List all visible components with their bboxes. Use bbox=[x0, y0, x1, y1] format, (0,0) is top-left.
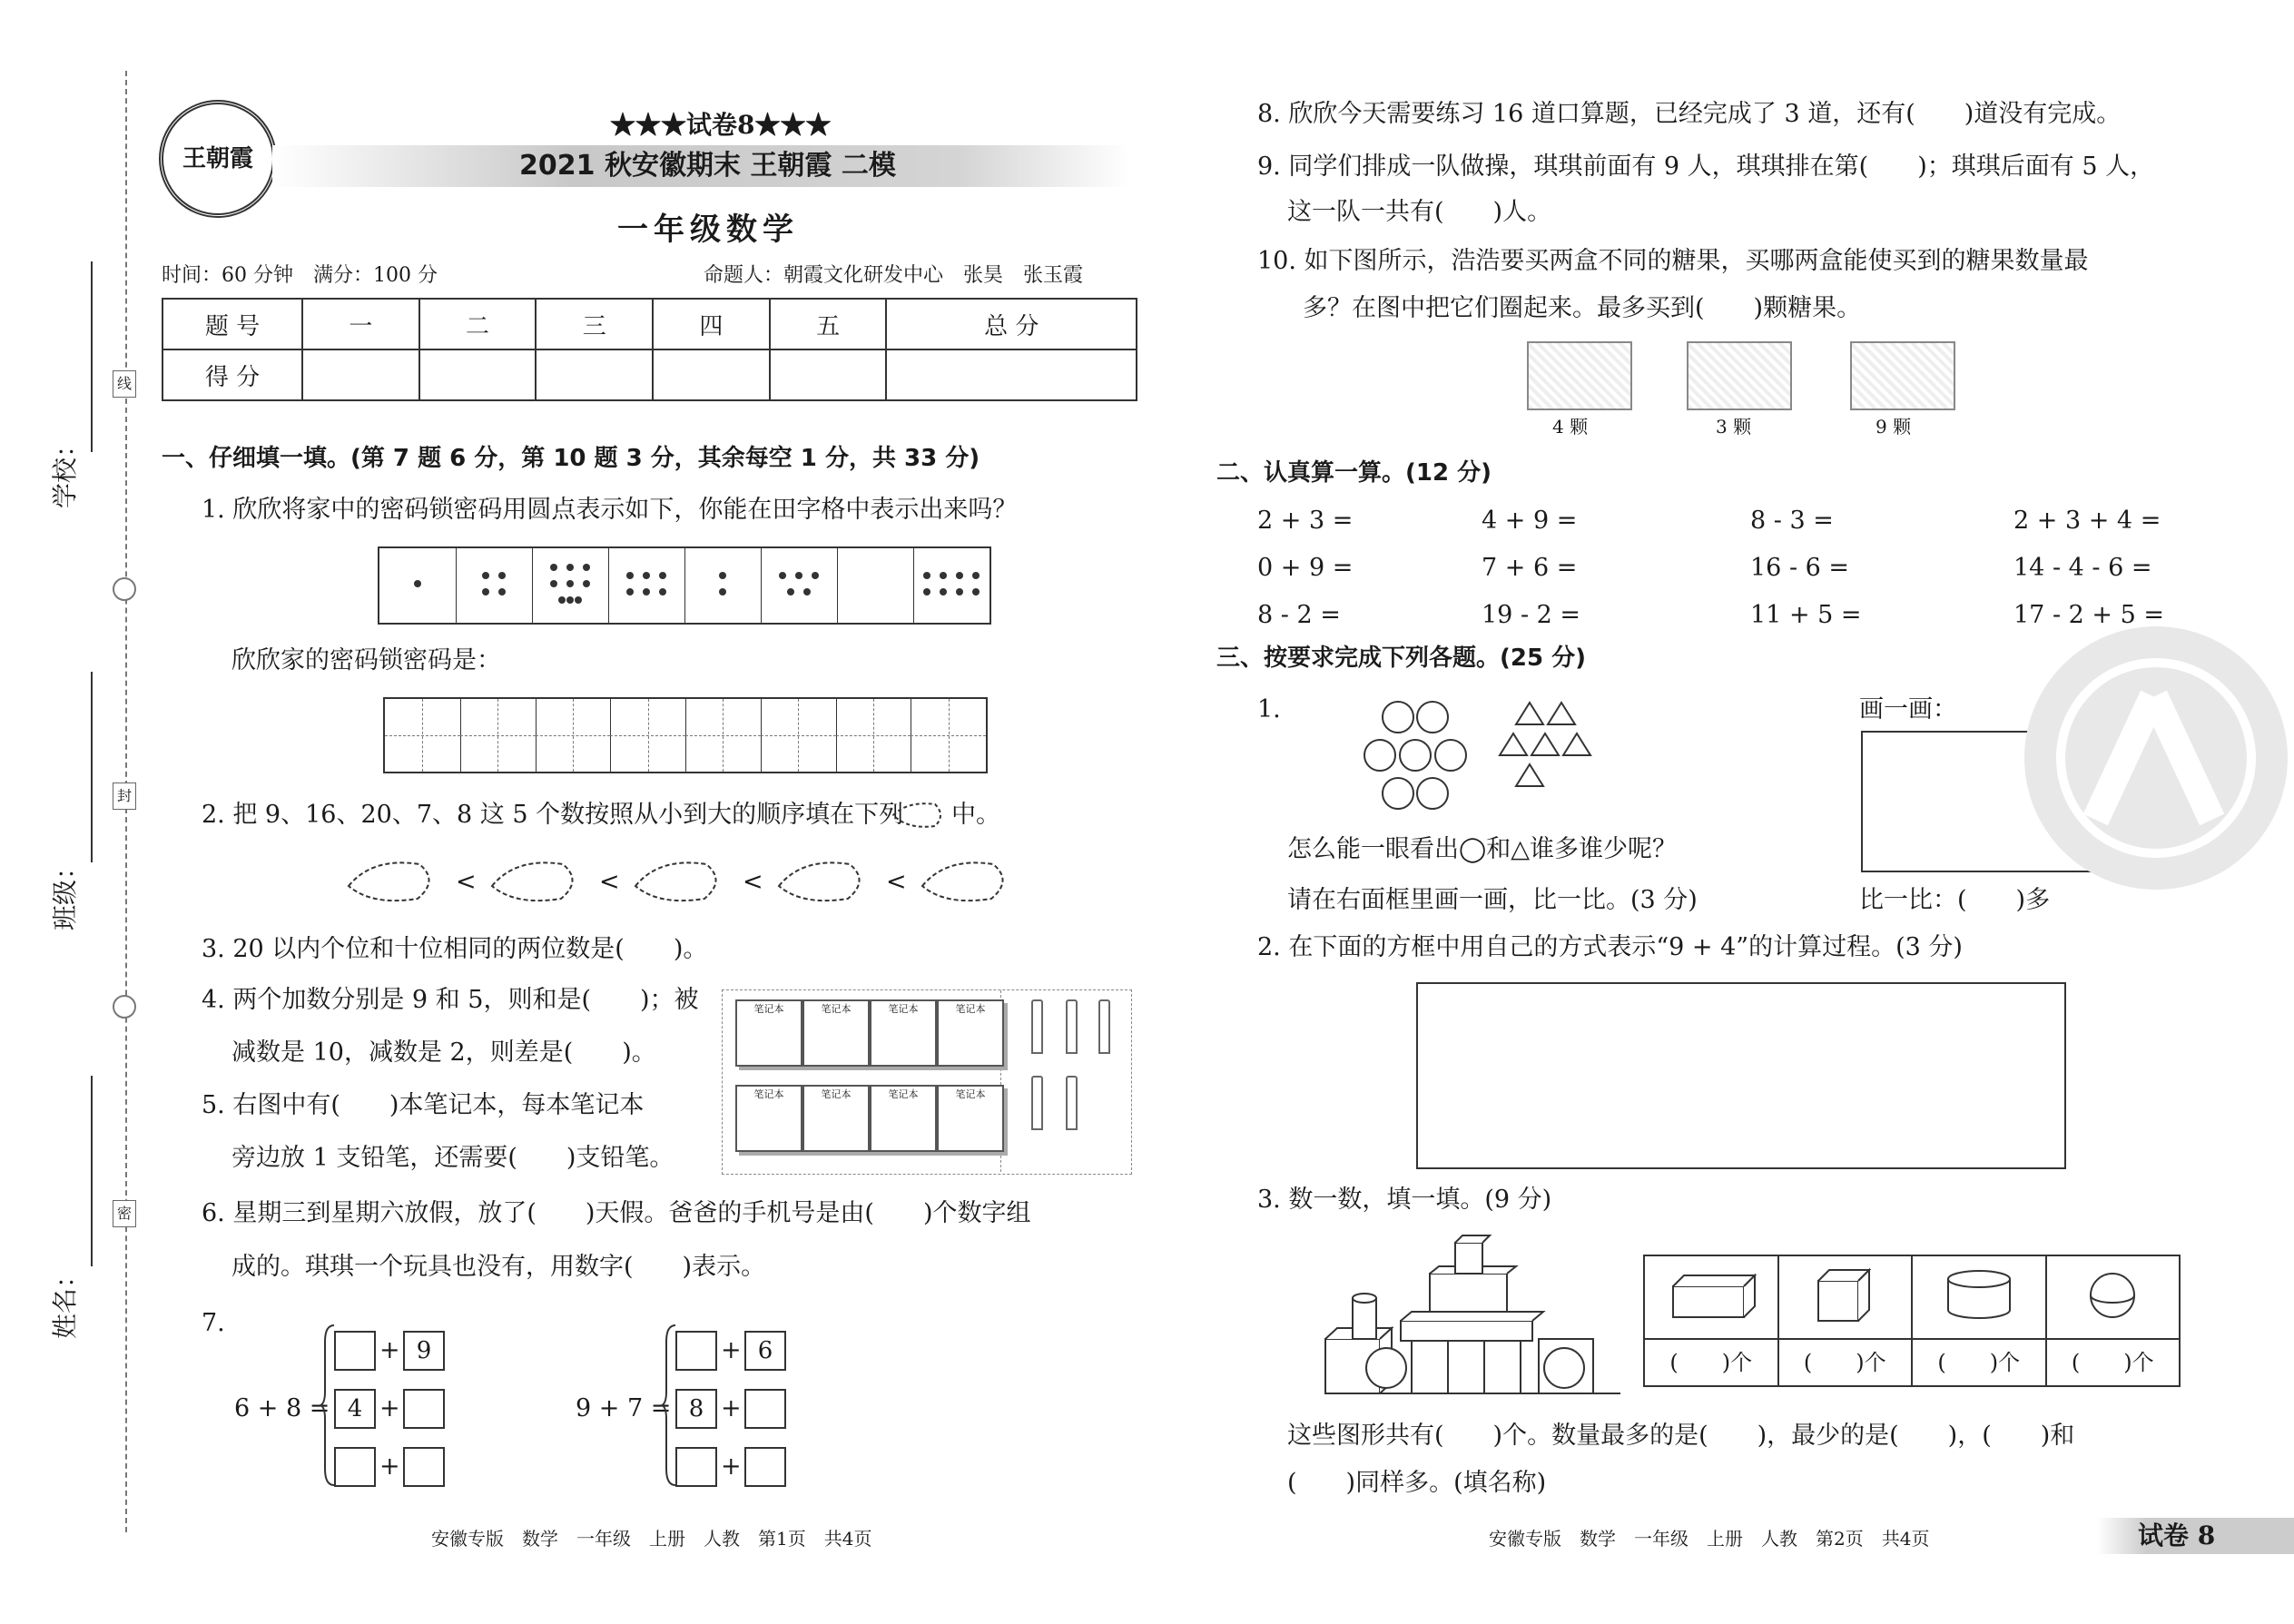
q7-plus: + bbox=[721, 1336, 742, 1364]
candy-count: 9 颗 bbox=[1876, 416, 1912, 438]
s3-q1-text1: 怎么能一眼看出◯和△谁多谁少呢？ bbox=[1287, 835, 1677, 863]
dot bbox=[550, 580, 557, 587]
q7-blank[interactable] bbox=[675, 1331, 717, 1371]
calc-process-box[interactable] bbox=[1416, 982, 2066, 1169]
footer-badge bbox=[2097, 1518, 2294, 1554]
dot bbox=[583, 564, 590, 571]
block-building-figure bbox=[1321, 1230, 1625, 1398]
q7-blank[interactable] bbox=[403, 1389, 445, 1429]
notebook-icon: 笔记本 bbox=[870, 999, 937, 1067]
less-than-sign: < bbox=[456, 868, 477, 896]
calc-problem[interactable]: 19 - 2 = bbox=[1482, 601, 1581, 629]
q10-line2: 多？在图中把它们圈起来。最多买到( )颗糖果。 bbox=[1303, 294, 1862, 322]
exam-title: 2021 秋安徽期末 王朝霞 二模 bbox=[519, 150, 896, 182]
footer-left: 安徽专版 数学 一年级 上册 人教 第1页 共4页 bbox=[431, 1528, 872, 1550]
dot bbox=[956, 572, 963, 579]
score-cell[interactable] bbox=[653, 349, 770, 400]
notebook-icon: 笔记本 bbox=[937, 1085, 1004, 1152]
dot bbox=[575, 596, 582, 604]
cylinder-count[interactable]: ( )个 bbox=[1912, 1339, 2046, 1386]
calc-problem[interactable]: 2 + 3 + 4 = bbox=[2013, 507, 2161, 535]
q4-line2: 减数是 10，减数是 2，则差是( )。 bbox=[231, 1038, 656, 1067]
q7-blank[interactable] bbox=[403, 1447, 445, 1487]
dot bbox=[566, 564, 574, 571]
pencil-icon bbox=[1066, 999, 1078, 1054]
q7-blank[interactable] bbox=[744, 1389, 786, 1429]
dot-cell bbox=[761, 548, 838, 623]
q1-answer-label: 欣欣家的密码锁密码是： bbox=[231, 646, 501, 674]
dot bbox=[972, 572, 980, 579]
dot bbox=[940, 572, 947, 579]
score-cell[interactable] bbox=[536, 349, 653, 400]
footer-badge-text: 试卷 8 bbox=[2138, 1521, 2216, 1550]
q7-right-equation: 9 + 7 = bbox=[576, 1394, 672, 1422]
dot bbox=[795, 572, 802, 579]
score-cell[interactable] bbox=[770, 349, 887, 400]
calc-problem[interactable]: 16 - 6 = bbox=[1750, 554, 1850, 582]
q9-line1: 9. 同学们排成一队做操，琪琪前面有 9 人，琪琪排在第( )；琪琪后面有 5 人， bbox=[1257, 153, 2155, 181]
cuboid-icon bbox=[1666, 1268, 1757, 1323]
dot bbox=[583, 580, 590, 587]
dot-code-strip bbox=[378, 546, 991, 625]
cylinder-icon bbox=[1943, 1268, 2015, 1323]
dot bbox=[940, 588, 947, 595]
tian-cell[interactable] bbox=[610, 699, 686, 772]
dot bbox=[558, 596, 566, 604]
q7-plus: + bbox=[379, 1336, 400, 1364]
tian-cell[interactable] bbox=[460, 699, 537, 772]
dot bbox=[719, 572, 726, 579]
calc-problem[interactable]: 7 + 6 = bbox=[1482, 554, 1578, 582]
logo-text: 王朝霞 bbox=[182, 145, 253, 172]
dot bbox=[659, 572, 666, 579]
dot bbox=[812, 572, 819, 579]
candy-box[interactable] bbox=[1527, 341, 1632, 410]
q7-blank[interactable] bbox=[334, 1331, 376, 1371]
leaf-blank[interactable] bbox=[775, 853, 875, 908]
q5-line1: 5. 右图中有( )本笔记本，每本笔记本 bbox=[202, 1091, 645, 1119]
tian-cell[interactable] bbox=[836, 699, 912, 772]
name-field[interactable] bbox=[91, 1076, 93, 1266]
score-header: 二 bbox=[419, 299, 537, 349]
score-header: 一 bbox=[302, 299, 419, 349]
notebook-icon: 笔记本 bbox=[735, 1085, 802, 1152]
score-header: 总 分 bbox=[886, 299, 1137, 349]
score-table bbox=[162, 298, 1137, 401]
cube-count[interactable]: ( )个 bbox=[1778, 1339, 1913, 1386]
cube-icon bbox=[1813, 1266, 1876, 1324]
cylinder-cell bbox=[1912, 1255, 2046, 1339]
s3-q2-text: 2. 在下面的方框中用自己的方式表示“9 + 4”的计算过程。(3 分) bbox=[1257, 933, 1963, 961]
margin-seal-label: 封 bbox=[113, 782, 136, 810]
circles-triangles-figure bbox=[1353, 699, 1643, 817]
tian-grid[interactable] bbox=[383, 697, 988, 773]
dot bbox=[626, 588, 634, 595]
notebook-picture bbox=[722, 989, 1132, 1175]
notebook-icon: 笔记本 bbox=[802, 1085, 870, 1152]
dot bbox=[643, 588, 650, 595]
q1-text: 1. 欣欣将家中的密码锁密码用圆点表示如下，你能在田字格中表示出来吗？ bbox=[202, 496, 1018, 524]
candy-box[interactable] bbox=[1850, 341, 1955, 410]
sphere-cell bbox=[2046, 1255, 2181, 1339]
dot bbox=[719, 588, 726, 595]
q7-plus: + bbox=[721, 1452, 742, 1481]
s3-q3-answer-line1: 这些图形共有( )个。数量最多的是( )，最少的是( )，( )和 bbox=[1287, 1422, 2075, 1450]
notebook-icon: 笔记本 bbox=[802, 999, 870, 1067]
dot bbox=[643, 572, 650, 579]
dot bbox=[566, 580, 574, 587]
cube-cell bbox=[1778, 1255, 1913, 1339]
calc-problem[interactable]: 14 - 4 - 6 = bbox=[2013, 554, 2152, 582]
less-than-sign: < bbox=[743, 868, 763, 896]
leaf-blank[interactable] bbox=[345, 853, 445, 908]
margin-line-label: 线 bbox=[113, 370, 136, 398]
compare-answer: 比一比：( )多 bbox=[1859, 886, 2051, 914]
score-header: 题 号 bbox=[162, 299, 302, 349]
dot bbox=[482, 588, 489, 595]
school-label: 学校： bbox=[50, 431, 80, 508]
q6-line1: 6. 星期三到星期六放假，放了( )天假。爸爸的手机号是由( )个数字组 bbox=[202, 1199, 1031, 1227]
q7-blank[interactable] bbox=[744, 1447, 786, 1487]
leaf-icon bbox=[890, 799, 950, 832]
dot bbox=[659, 588, 666, 595]
logo-badge bbox=[159, 100, 277, 218]
leaf-blank[interactable] bbox=[632, 853, 732, 908]
footer-right: 安徽专版 数学 一年级 上册 人教 第2页 共4页 bbox=[1489, 1528, 1930, 1550]
candy-count: 4 颗 bbox=[1552, 416, 1589, 438]
score-row-label: 得 分 bbox=[162, 349, 302, 400]
tian-cell[interactable] bbox=[685, 699, 762, 772]
q7-blank[interactable] bbox=[334, 1447, 376, 1487]
dot-cell bbox=[837, 548, 914, 623]
score-row bbox=[162, 349, 1137, 400]
q2-text: 2. 把 9、16、20、7、8 这 5 个数按照从小到大的顺序填在下列 bbox=[202, 801, 904, 829]
q3-text: 3. 20 以内个位和十位相同的两位数是( )。 bbox=[202, 935, 708, 963]
dot bbox=[803, 588, 811, 595]
sphere-count[interactable]: ( )个 bbox=[2046, 1339, 2181, 1386]
q7-blank[interactable] bbox=[675, 1447, 717, 1487]
secret-watermark bbox=[2024, 626, 2288, 890]
notebook-icon: 笔记本 bbox=[937, 999, 1004, 1067]
calc-problem[interactable]: 0 + 9 = bbox=[1257, 554, 1354, 582]
calc-problem[interactable]: 8 - 2 = bbox=[1257, 601, 1341, 629]
q10-line1: 10. 如下图所示，浩浩要买两盒不同的糖果，买哪两盒能使买到的糖果数量最 bbox=[1257, 247, 2089, 275]
dot bbox=[550, 564, 557, 571]
dot bbox=[482, 572, 489, 579]
dot-cell bbox=[608, 548, 685, 623]
q6-line2: 成的。琪琪一个玩具也没有，用数字( )表示。 bbox=[231, 1253, 766, 1281]
pencil-icon bbox=[1031, 999, 1043, 1054]
s3-q3-text: 3. 数一数，填一填。(9 分) bbox=[1257, 1186, 1552, 1214]
time-info: 时间：60 分钟 满分：100 分 bbox=[162, 264, 438, 287]
leaf-answer-row bbox=[345, 853, 1035, 908]
leaf-blank[interactable] bbox=[919, 853, 1019, 908]
q7-given-number: 8 bbox=[675, 1389, 717, 1429]
dot-cell bbox=[379, 548, 457, 623]
pencil-icon bbox=[1031, 1076, 1043, 1130]
s3-q1-number: 1. bbox=[1257, 695, 1281, 723]
score-header: 五 bbox=[770, 299, 887, 349]
q4-line1: 4. 两个加数分别是 9 和 5，则和是( )；被 bbox=[202, 986, 699, 1014]
leaf-blank[interactable] bbox=[488, 853, 588, 908]
candy-box[interactable] bbox=[1687, 341, 1792, 410]
cuboid-cell bbox=[1644, 1255, 1778, 1339]
q7-given-number: 4 bbox=[334, 1389, 376, 1429]
dot bbox=[566, 596, 574, 604]
q7-plus: + bbox=[721, 1394, 742, 1422]
dot bbox=[498, 572, 506, 579]
margin-circle-icon bbox=[113, 995, 136, 1019]
less-than-sign: < bbox=[886, 868, 907, 896]
calc-problem[interactable]: 11 + 5 = bbox=[1750, 601, 1862, 629]
s3-q3-answer-line2: ( )同样多。(填名称) bbox=[1287, 1469, 1547, 1497]
dot bbox=[972, 588, 980, 595]
school-field[interactable] bbox=[91, 261, 93, 452]
score-header: 三 bbox=[536, 299, 653, 349]
shape-row bbox=[1644, 1255, 2180, 1339]
q9-line2: 这一队一共有( )人。 bbox=[1287, 198, 1552, 226]
sphere-icon bbox=[2085, 1268, 2140, 1323]
candy-count: 3 颗 bbox=[1716, 416, 1752, 438]
count-row bbox=[1644, 1339, 2180, 1386]
q8-text: 8. 欣欣今天需要练习 16 道口算题，已经完成了 3 道，还有( )道没有完成。 bbox=[1257, 100, 2122, 128]
score-header: 四 bbox=[653, 299, 770, 349]
dot bbox=[779, 572, 786, 579]
margin-secret-label: 密 bbox=[113, 1200, 136, 1227]
dot bbox=[787, 588, 794, 595]
subject-title: 一年级数学 bbox=[617, 212, 799, 248]
calc-problem[interactable]: 4 + 9 = bbox=[1482, 507, 1578, 535]
dot-cell bbox=[456, 548, 533, 623]
less-than-sign: < bbox=[599, 868, 620, 896]
q7-plus: + bbox=[379, 1394, 400, 1422]
section2-title: 二、认真算一算。(12 分) bbox=[1216, 459, 1492, 487]
q7-plus: + bbox=[379, 1452, 400, 1481]
authors: 命题人：朝霞文化研发中心 张昊 张玉霞 bbox=[704, 264, 1084, 287]
q7-given-number: 9 bbox=[403, 1331, 445, 1371]
class-field[interactable] bbox=[91, 672, 93, 862]
score-cell[interactable] bbox=[302, 349, 419, 400]
calc-problem[interactable]: 17 - 2 + 5 = bbox=[2013, 601, 2164, 629]
dot bbox=[923, 588, 930, 595]
q2-text-end: 中。 bbox=[951, 801, 1000, 829]
tian-cell[interactable] bbox=[911, 699, 986, 772]
q7-left-equation: 6 + 8 = bbox=[234, 1394, 330, 1422]
q7-label: 7. bbox=[202, 1309, 225, 1337]
dot-cell bbox=[684, 548, 762, 623]
shape-count-table bbox=[1643, 1255, 2181, 1387]
s3-q1-text2: 请在右面框里画一画，比一比。(3 分) bbox=[1287, 886, 1698, 914]
section1-title: 一、仔细填一填。(第 7 题 6 分，第 10 题 3 分，其余每空 1 分，共 33 分) bbox=[162, 445, 980, 472]
score-cell[interactable] bbox=[419, 349, 537, 400]
tian-cell[interactable] bbox=[536, 699, 612, 772]
notebook-icon: 笔记本 bbox=[870, 1085, 937, 1152]
draw-label: 画一画： bbox=[1859, 695, 1957, 723]
notebook-icon: 笔记本 bbox=[735, 999, 802, 1067]
paper-number: ★★★试卷8★★★ bbox=[610, 110, 832, 140]
dot bbox=[626, 572, 634, 579]
class-label: 班级： bbox=[50, 853, 80, 930]
score-header-row bbox=[162, 299, 1137, 349]
tian-cell[interactable] bbox=[385, 699, 461, 772]
dot bbox=[923, 572, 930, 579]
pencil-icon bbox=[1098, 999, 1110, 1054]
dot-cell bbox=[913, 548, 989, 623]
dot bbox=[414, 580, 421, 587]
q7-given-number: 6 bbox=[744, 1331, 786, 1371]
dot-cell bbox=[532, 548, 609, 623]
margin-circle-icon bbox=[113, 577, 136, 601]
tian-cell[interactable] bbox=[761, 699, 837, 772]
dot bbox=[956, 588, 963, 595]
cuboid-count[interactable]: ( )个 bbox=[1644, 1339, 1778, 1386]
dot bbox=[498, 588, 506, 595]
section3-title: 三、按要求完成下列各题。(25 分) bbox=[1216, 645, 1586, 672]
calc-problem[interactable]: 8 - 3 = bbox=[1750, 507, 1834, 535]
name-label: 姓名： bbox=[50, 1262, 80, 1339]
pencil-icon bbox=[1066, 1076, 1078, 1130]
score-cell[interactable] bbox=[886, 349, 1137, 400]
q5-line2: 旁边放 1 支铅笔，还需要( )支铅笔。 bbox=[231, 1144, 674, 1172]
calc-problem[interactable]: 2 + 3 = bbox=[1257, 507, 1354, 535]
